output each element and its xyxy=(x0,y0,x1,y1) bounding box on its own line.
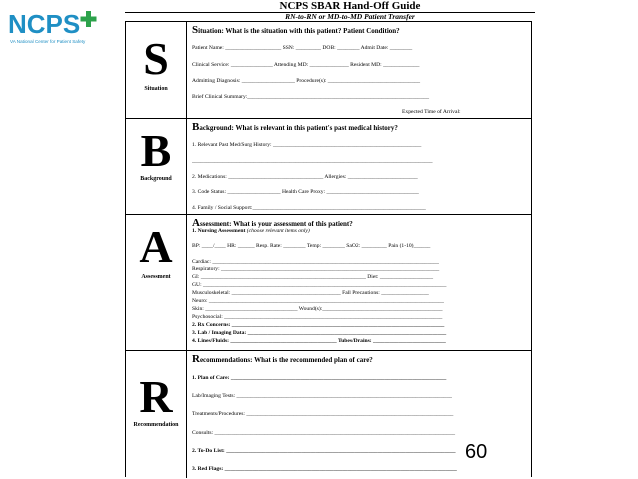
section-heading xyxy=(192,355,373,365)
section-content xyxy=(192,22,525,118)
plus-icon xyxy=(81,11,97,27)
section-heading xyxy=(192,26,400,36)
sub-note: (choose relevant items only) xyxy=(246,228,310,234)
heading-initial: A xyxy=(192,217,200,229)
section-letter: S xyxy=(143,33,169,84)
to-do-line[interactable]: 2. To-Do List: __________________________________________________________________________________ xyxy=(192,448,456,454)
letter-column xyxy=(126,350,187,478)
heading-initial: R xyxy=(192,353,200,365)
form-line[interactable]: Lab/Imaging Tests: _____________________________________________________________________________ xyxy=(192,393,452,399)
form-line[interactable]: Musculoskeletal: _______________________________________ Fall Precautions: _________________ xyxy=(192,290,429,296)
form-line[interactable]: 1. Relevant Past Med/Surg History: _____________________________________________________ xyxy=(192,142,422,148)
form-line[interactable]: GU: _______________________________________________________________________________________ xyxy=(192,282,447,288)
lab-imaging-line[interactable]: 3. Lab / Imaging Data: _______________________________________________________________________ xyxy=(192,330,447,336)
page-title: NCPS SBAR Hand-Off Guide xyxy=(279,0,421,12)
form-line[interactable]: Respiratory: ______________________________________________________________________________ xyxy=(192,266,440,272)
heading-text: ituation: What is the situation with this patient? Patient Condition? xyxy=(198,27,400,35)
sub-label: 1. Nursing Assessment xyxy=(192,228,246,234)
background-section xyxy=(126,118,531,215)
section-label: Background xyxy=(140,176,172,182)
form-line[interactable]: Brief Clinical Summary:_________________________________________________________________ xyxy=(192,94,430,100)
plan-of-care-line[interactable]: 1. Plan of Care: _____________________________________________________________________________ xyxy=(192,375,447,381)
nursing-assessment-label xyxy=(192,228,525,235)
lines-fluids-line[interactable]: 4. Lines/Fluids: ______________________________________ Tubes/Drains: __________________________ xyxy=(192,338,446,344)
form-line[interactable]: Consults: ______________________________________________________________________________________ xyxy=(192,430,456,436)
form-line[interactable]: 2. Medications: __________________________________ Allergies: _________________________ xyxy=(192,174,418,180)
situation-section xyxy=(126,22,531,119)
heading-text: ackground: What is relevant in this patient's past medical history? xyxy=(199,124,398,132)
logo-acronym: NCPS xyxy=(8,9,81,39)
logo-tagline: VA National Center for Patient Safety xyxy=(10,39,86,44)
arrival-time-field[interactable]: Expected Time of Arrival: xyxy=(402,109,461,115)
section-heading xyxy=(192,123,398,133)
heading-initial: B xyxy=(192,121,200,133)
form-line[interactable]: Patient Name: ____________________ SSN: _________ DOB: ________ Admit Date: ________ xyxy=(192,45,413,51)
section-label: Situation xyxy=(144,86,168,92)
page-subtitle: RN-to-RN or MD-to-MD Patient Transfer xyxy=(285,12,415,21)
form-line[interactable]: Skin: _________________________________ Wound(s):___________________________________________ xyxy=(192,306,443,312)
heading-text: ecommendations: What is the recommended plan of care? xyxy=(199,356,373,364)
heading-initial: S xyxy=(192,24,199,36)
assessment-section xyxy=(126,214,531,351)
form-line[interactable]: 3. Code Status: ___________________ Health Care Proxy: _________________________________ xyxy=(192,189,419,195)
form-line[interactable]: Cardiac: _________________________________________________________________________________ xyxy=(192,259,439,265)
section-letter: B xyxy=(140,125,172,176)
form-line[interactable]: ______________________________________________________________________________________ xyxy=(192,158,433,164)
section-letter: R xyxy=(139,371,173,422)
vitals-line[interactable]: BP: ____/____ HR: ______ Resp. Rate: ________ Temp: ________ SaO2: _________ Pain (1-10)______ xyxy=(192,243,431,249)
sbar-form xyxy=(125,21,532,477)
letter-column xyxy=(126,118,187,214)
form-line[interactable]: Clinical Service: _______________ Attending MD: ______________ Resident MD: _____________ xyxy=(192,62,420,68)
rx-concerns-line[interactable]: 2. Rx Concerns: ____________________________________________________________________________ xyxy=(192,322,445,328)
page-number: 60 xyxy=(465,441,488,463)
form-line[interactable]: 4. Family / Social Support:______________________________________________________________ xyxy=(192,205,426,211)
red-flags-line[interactable]: 3. Red Flags: ___________________________________________________________________________________ xyxy=(192,466,457,472)
section-label: Assessment xyxy=(141,274,171,280)
form-line[interactable]: GI: ___________________________________________________________ Diet: ___________________ xyxy=(192,274,433,280)
section-content xyxy=(192,118,525,214)
letter-column xyxy=(126,214,187,350)
section-label: Recommendation xyxy=(133,422,179,428)
letter-column xyxy=(126,22,187,118)
section-content xyxy=(192,214,525,350)
form-line[interactable]: Neuro: ____________________________________________________________________________________ xyxy=(192,298,444,304)
ncps-logo xyxy=(6,8,106,46)
heading-text: ssessment: What is your assessment of this patient? xyxy=(199,220,353,228)
form-line[interactable]: Treatments/Procedures: __________________________________________________________________________ xyxy=(192,411,454,417)
section-letter: A xyxy=(139,221,173,272)
form-line[interactable]: Admitting Diagnosis: ___________________ Procedure(s): _________________________________ xyxy=(192,78,421,84)
form-line[interactable]: Psychosocial: ______________________________________________________________________________ xyxy=(192,314,443,320)
